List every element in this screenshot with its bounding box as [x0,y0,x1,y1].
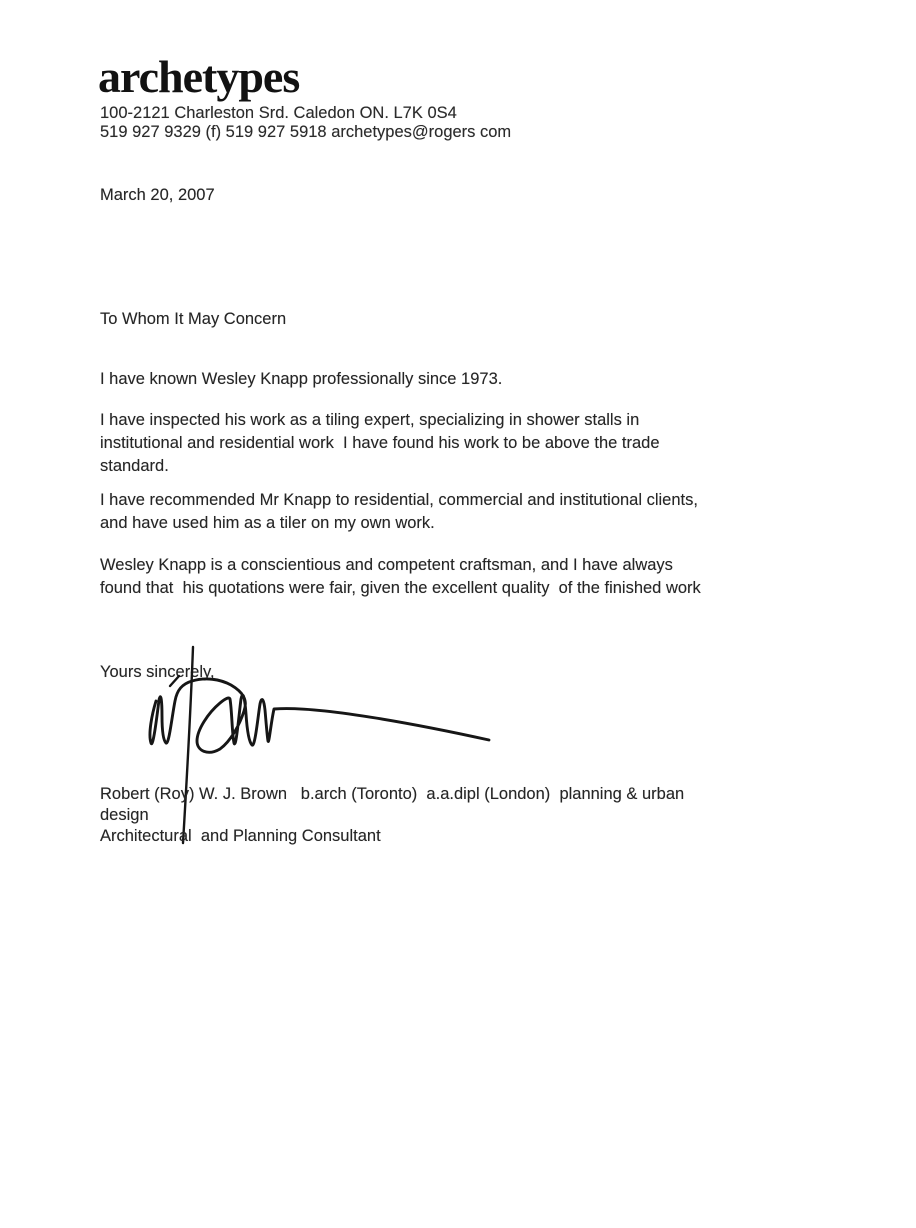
paragraph-2 [100,409,660,478]
paragraph-1 [100,368,502,391]
paragraph-line: and have used him as a tiler on my own work. [100,514,435,532]
signer-name-credentials: Robert (Roy) W. J. Brown b.arch (Toronto) a.a.dipl (London) planning & urban [100,785,685,803]
signer-name-credentials-wrap: design [100,806,149,824]
signer-title: Architectural and Planning Consultant [100,827,381,845]
signature-scrawl-stroke [150,679,489,752]
paragraph-line: institutional and residential work I have found his work to be above the trade [100,434,660,452]
paragraph-3 [100,489,698,535]
paragraph-line: standard. [100,457,169,475]
paragraph-line: I have known Wesley Knapp professionally since 1973. [100,370,503,388]
company-contact-line: 519 927 9329 (f) 519 927 5918 archetypes@rogers com [100,123,512,141]
paragraph-4 [100,554,701,600]
company-logo: archetypes [98,51,300,102]
paragraph-line: Wesley Knapp is a conscientious and competent craftsman, and I have always [100,556,673,574]
paragraph-line: found that his quotations were fair, given the excellent quality of the finished work [100,579,701,597]
salutation: To Whom It May Concern [100,310,287,328]
paragraph-line: I have inspected his work as a tiling expert, specializing in shower stalls in [100,411,640,429]
letter-date: March 20, 2007 [100,186,215,204]
paragraph-line: I have recommended Mr Knapp to residential, commercial and institutional clients, [100,491,698,509]
closing: Yours sincerely, [100,663,215,681]
signer-block [100,784,684,847]
company-address-line: 100-2121 Charleston Srd. Caledon ON. L7K 0S4 [100,104,457,122]
